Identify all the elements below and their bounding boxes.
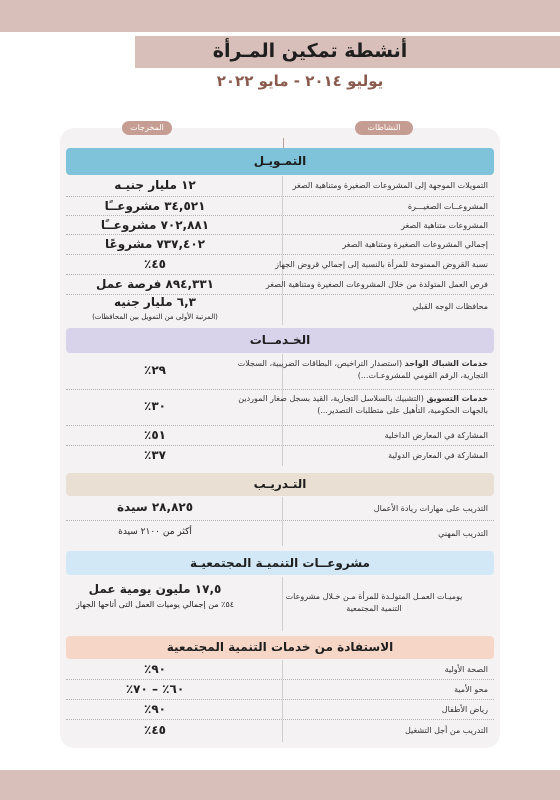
section-financing-header: التمـويـل [66, 148, 494, 175]
table-row [66, 176, 494, 197]
activity-text: يوميـات العمـل المتولـدة للمرأة مـن خـلال مشروعات التنمية المجتمعية [285, 592, 463, 613]
table-row [66, 680, 494, 700]
outputs-column-label: المخرجات [122, 121, 172, 135]
table-row [66, 295, 494, 325]
activity-text: المشروعات متناهية الصغر [401, 221, 488, 230]
activity-text: التدريب من أجل التشغيل [405, 726, 488, 735]
output-value: ٣٧٪ [144, 448, 166, 462]
output-value: ١٢ مليار جنيـه [114, 178, 196, 192]
bottom-decorative-band [0, 770, 560, 800]
table-row [66, 235, 494, 255]
output-value: أكثر من ٢١٠٠ سيدة [118, 527, 192, 537]
column-divider-top [283, 138, 284, 148]
table-row [66, 446, 494, 466]
table-row [66, 275, 494, 295]
activity-text: محافظات الوجه القبلي [412, 302, 488, 311]
top-decorative-band [0, 0, 560, 32]
page-title: أنشطة تمكين المـرأة [212, 40, 408, 62]
table-row [66, 216, 494, 235]
table-row [66, 700, 494, 720]
output-value: ٤٥٪ [144, 257, 166, 271]
output-value: ٧٣٧,٤٠٢ مشروعًا [105, 237, 205, 251]
table-row [66, 577, 494, 631]
section-services-header: الخـدمــات [66, 328, 494, 353]
output-value: ٣٤,٥٢١ مشروعــًا [104, 199, 206, 213]
activity-text: رياض الأطفال [441, 705, 488, 714]
section-training-header: التـدريـب [66, 473, 494, 496]
activity-text: نسبة القروض الممنوحة للمرأة بالنسبة إلى إجمالي قروض الجهاز [275, 260, 488, 269]
output-note: (المرتبة الأولى من التمويل بين المحافظات) [92, 313, 218, 321]
output-value: ٥١٪ [144, 428, 166, 442]
activity-text: التدريب على مهارات ريادة الأعمال [373, 504, 488, 513]
section-community-services-header: الاستفادة من خدمات التنمية المجتمعية [66, 636, 494, 659]
table-row [66, 255, 494, 275]
output-note: ٥٤٪ من إجمالي يوميات العمل التى أتاحها الجهاز [75, 600, 235, 609]
activity-text: (التشبيك بالسلاسل التجارية، القيد بسجل صغار الموردين بالجهات الحكومية، التأهيل على متطلبات التصدير...) [238, 394, 488, 415]
output-value: ٤٥٪ [144, 723, 166, 737]
table-row [66, 497, 494, 521]
output-value: ٢٩٪ [144, 363, 166, 377]
table-row [66, 197, 494, 216]
table-row [66, 426, 494, 446]
section-community-projects-header: مشروعــات التنميـة المجتمعيـة [66, 551, 494, 575]
activity-text: محو الأمية [454, 685, 488, 694]
table-row [66, 354, 494, 390]
activity-title: خدمات التسويق [426, 394, 488, 403]
activity-text: المشروعــات الصغيـــرة [407, 202, 488, 211]
activity-text: إجمالي المشروعات الصغيرة ومتناهية الصغر [342, 240, 488, 249]
table-row [66, 660, 494, 680]
table-row [66, 390, 494, 426]
table-row [66, 720, 494, 742]
table-row [66, 521, 494, 546]
activity-text: الصحة الأولية [444, 665, 488, 674]
output-value: ٢٨,٨٢٥ سيدة [116, 500, 194, 514]
activity-title: خدمات الشباك الواحد [404, 359, 488, 368]
activity-text: المشاركة في المعارض الداخلية [384, 431, 488, 440]
output-value: ٩٠٪ [144, 662, 166, 676]
activity-text: التدريب المهني [438, 529, 488, 538]
activities-column-label: النشاطات [355, 121, 413, 135]
activity-text: المشاركة في المعارض الدولية [388, 451, 488, 460]
output-value: ٩٠٪ [144, 702, 166, 716]
output-value: ٧٠٢,٨٨١ مشروعــًا [100, 218, 210, 232]
output-value: ٦٠٪ – ٧٠٪ [125, 682, 185, 696]
activity-text: (استصدار التراخيص، البطاقات الضريبية، السجلات التجارية، الرقم القومي للمشروعـات...) [237, 359, 488, 380]
activity-text: التمويلات الموجهة إلى المشروعات الصغيرة ومتناهية الصغر [292, 181, 488, 190]
page-subtitle-date-range: يوليو ٢٠١٤ - مايو ٢٠٢٢ [216, 72, 384, 90]
output-value: ١٧,٥ مليون يومية عمل [88, 582, 222, 596]
output-value: ٣٠٪ [144, 399, 166, 413]
activity-text: فرص العمل المتولدة من خلال المشروعات الصغيرة ومتناهية الصغر [265, 280, 488, 289]
output-value: ٨٩٤,٣٣١ فرصة عمل [95, 277, 215, 291]
output-value: ٦,٣ مليار جنيه [114, 295, 196, 309]
